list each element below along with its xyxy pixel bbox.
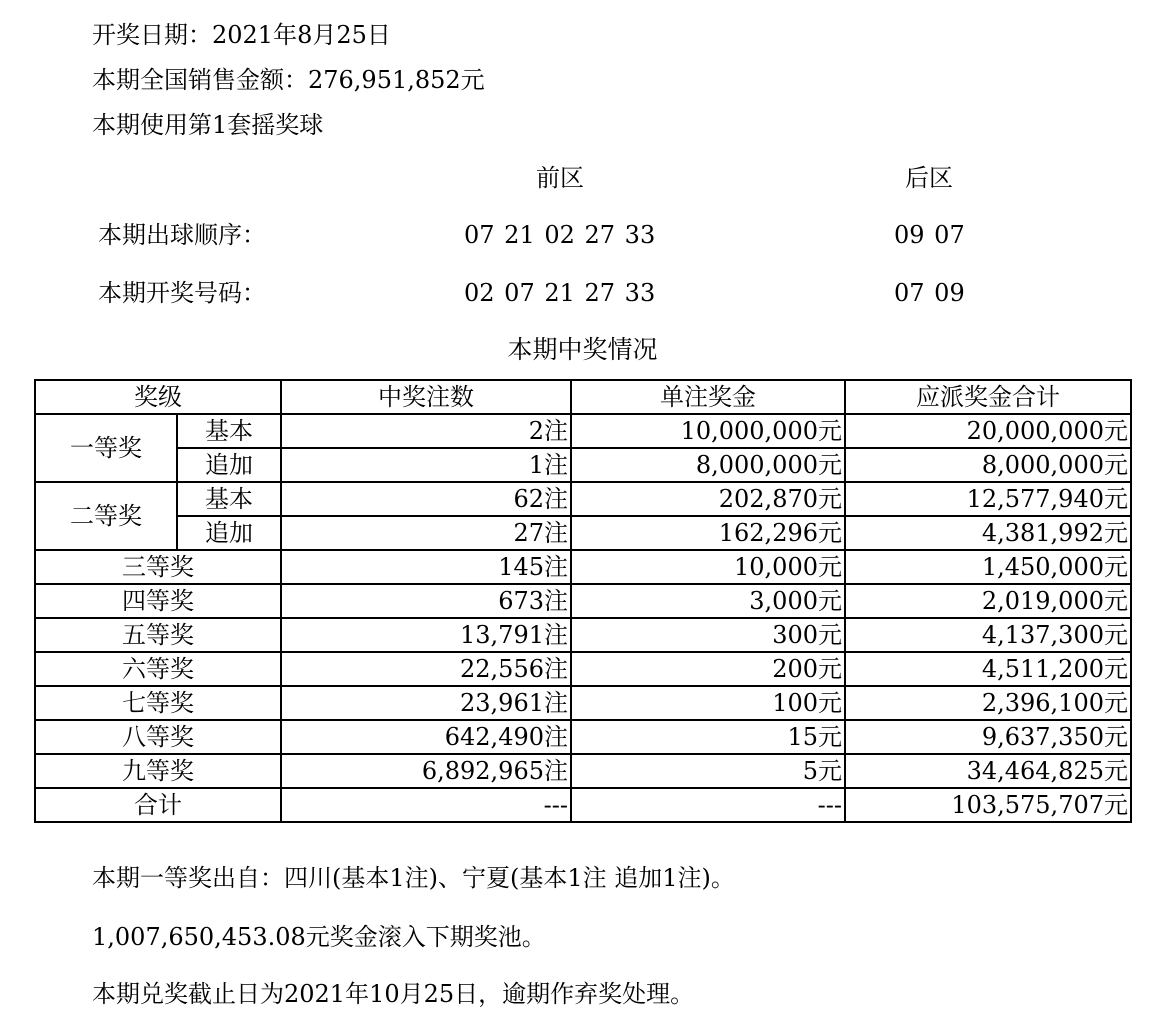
- total-cell: 4,381,992元: [845, 516, 1131, 550]
- level-cell: 三等奖: [35, 550, 281, 584]
- draw-order-front: 07 21 02 27 33: [464, 221, 656, 249]
- count-cell: 6,892,965注: [281, 754, 571, 788]
- total-cell: 34,464,825元: [845, 754, 1131, 788]
- front-zone-label: 前区: [536, 164, 584, 192]
- table-row: [35, 482, 1131, 516]
- total-cell: 8,000,000元: [845, 448, 1131, 482]
- rollover-amount: 1,007,650,453.08元奖金滚入下期奖池。: [92, 923, 546, 951]
- total-cell: 12,577,940元: [845, 482, 1131, 516]
- draw-date: 开奖日期：2021年8月25日: [92, 21, 391, 49]
- total-cell: 2,396,100元: [845, 686, 1131, 720]
- sub-level-cell: 追加: [177, 516, 281, 550]
- total-cell: 4,137,300元: [845, 618, 1131, 652]
- count-cell: 2注: [281, 414, 571, 448]
- prize-cell: 202,870元: [571, 482, 845, 516]
- prize-cell: 5元: [571, 754, 845, 788]
- total-cell: 103,575,707元: [845, 788, 1131, 822]
- total-cell: 1,450,000元: [845, 550, 1131, 584]
- table-row: [35, 754, 1131, 788]
- sub-level-cell: 基本: [177, 414, 281, 448]
- level-cell: 八等奖: [35, 720, 281, 754]
- table-total-row: [35, 788, 1131, 822]
- level-cell: 九等奖: [35, 754, 281, 788]
- prize-cell: 10,000,000元: [571, 414, 845, 448]
- header-total: 应派奖金合计: [845, 380, 1131, 414]
- count-cell: 62注: [281, 482, 571, 516]
- header-level: 奖级: [35, 380, 281, 414]
- claim-deadline: 本期兑奖截止日为2021年10月25日，逾期作弃奖处理。: [92, 980, 695, 1008]
- back-zone-label: 后区: [905, 164, 953, 192]
- first-prize-origin: 本期一等奖出自：四川(基本1注)、宁夏(基本1注 追加1注)。: [92, 864, 735, 892]
- level-cell: 六等奖: [35, 652, 281, 686]
- sub-level-cell: 追加: [177, 448, 281, 482]
- winning-numbers-back: 07 09: [894, 279, 965, 307]
- level-cell: 五等奖: [35, 618, 281, 652]
- prize-cell: 3,000元: [571, 584, 845, 618]
- total-cell: 9,637,350元: [845, 720, 1131, 754]
- count-cell: 13,791注: [281, 618, 571, 652]
- count-cell: ---: [281, 788, 571, 822]
- count-cell: 673注: [281, 584, 571, 618]
- count-cell: 1注: [281, 448, 571, 482]
- table-header-row: [35, 380, 1131, 414]
- draw-order-back: 09 07: [894, 221, 965, 249]
- prize-cell: 100元: [571, 686, 845, 720]
- prize-cell: 8,000,000元: [571, 448, 845, 482]
- prize-cell: 10,000元: [571, 550, 845, 584]
- prize-cell: 300元: [571, 618, 845, 652]
- prize-table: [34, 379, 1132, 823]
- table-row: [35, 414, 1131, 448]
- table-row: [35, 550, 1131, 584]
- count-cell: 27注: [281, 516, 571, 550]
- sub-level-cell: 基本: [177, 482, 281, 516]
- draw-order-label: 本期出球顺序：: [98, 221, 266, 249]
- winning-numbers-front: 02 07 21 27 33: [464, 279, 656, 307]
- level-cell: 四等奖: [35, 584, 281, 618]
- count-cell: 642,490注: [281, 720, 571, 754]
- table-row: [35, 448, 1131, 482]
- table-title: 本期中奖情况: [507, 335, 658, 364]
- total-cell: 20,000,000元: [845, 414, 1131, 448]
- table-row: [35, 584, 1131, 618]
- total-cell: 2,019,000元: [845, 584, 1131, 618]
- table-row: [35, 686, 1131, 720]
- level-cell: 七等奖: [35, 686, 281, 720]
- prize-cell: 15元: [571, 720, 845, 754]
- level-cell: 二等奖: [35, 482, 177, 550]
- table-row: [35, 618, 1131, 652]
- ball-set: 本期使用第1套摇奖球: [92, 111, 324, 139]
- prize-cell: 162,296元: [571, 516, 845, 550]
- count-cell: 145注: [281, 550, 571, 584]
- table-row: [35, 516, 1131, 550]
- count-cell: 23,961注: [281, 686, 571, 720]
- table-row: [35, 652, 1131, 686]
- header-prize: 单注奖金: [571, 380, 845, 414]
- level-cell: 合计: [35, 788, 281, 822]
- prize-cell: 200元: [571, 652, 845, 686]
- total-cell: 4,511,200元: [845, 652, 1131, 686]
- level-cell: 一等奖: [35, 414, 177, 482]
- table-row: [35, 720, 1131, 754]
- winning-numbers-label: 本期开奖号码：: [98, 279, 266, 307]
- sales-amount: 本期全国销售金额：276,951,852元: [92, 66, 485, 94]
- count-cell: 22,556注: [281, 652, 571, 686]
- header-count: 中奖注数: [281, 380, 571, 414]
- prize-cell: ---: [571, 788, 845, 822]
